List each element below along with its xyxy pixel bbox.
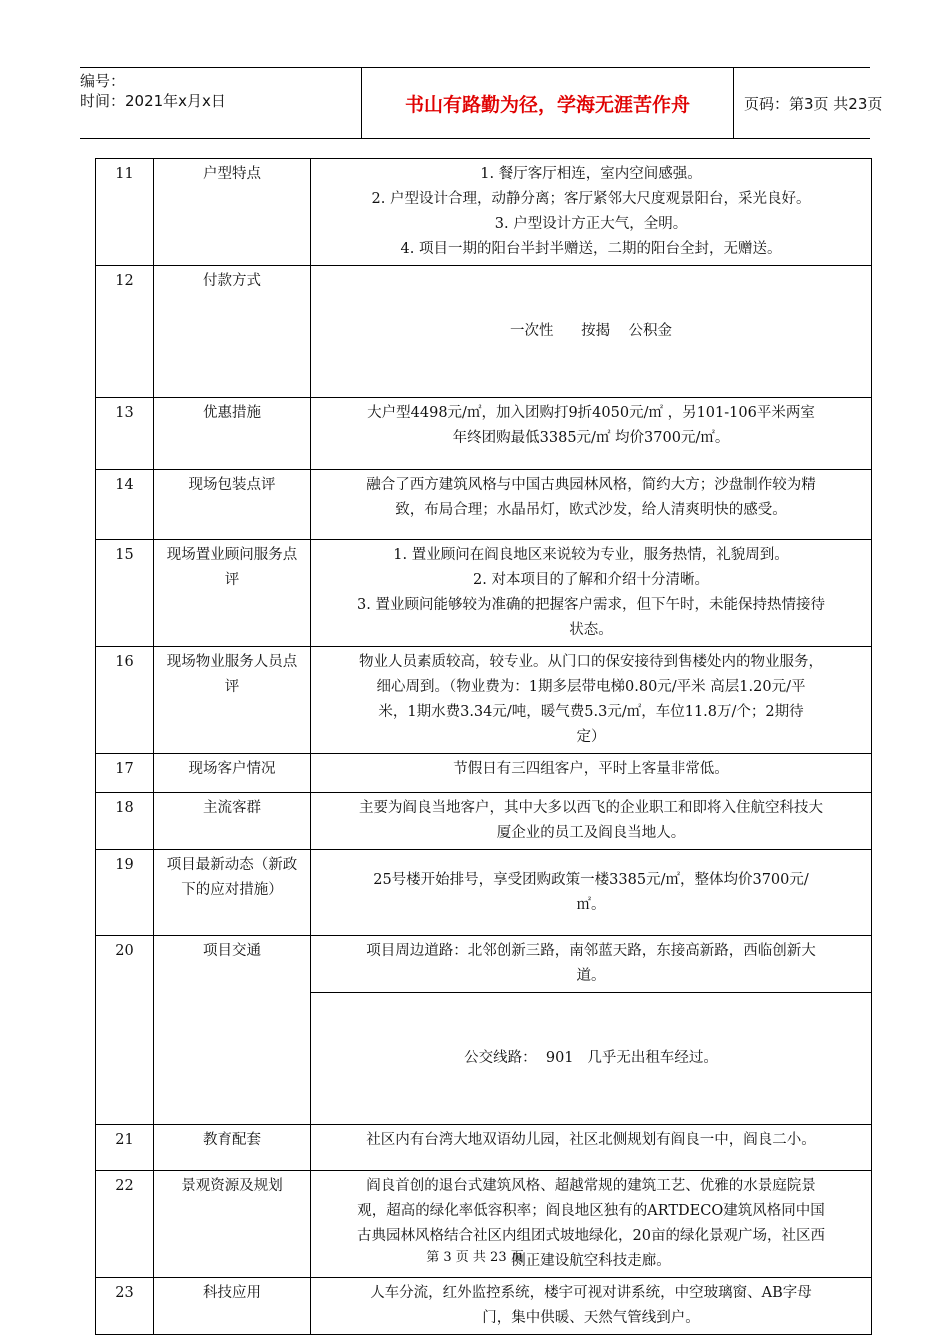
page-header bbox=[80, 67, 883, 139]
description-line: 项目周边道路：北邻创新三路，南邻蓝天路，东接高新路，西临创新大 bbox=[366, 943, 816, 959]
header-motto: 书山有路勤为径，学海无涯苦作舟 bbox=[361, 68, 734, 138]
row-title: 科技应用 bbox=[154, 1278, 311, 1335]
row-description bbox=[311, 398, 872, 470]
header-meta bbox=[80, 68, 280, 141]
table-row bbox=[96, 793, 872, 850]
description-line: 道。 bbox=[576, 968, 606, 984]
description-line: 古典园林风格结合社区内组团式坡地绿化，20亩的绿化景观广场，社区西 bbox=[357, 1228, 825, 1244]
description-line: 主要为阎良当地客户，其中大多以西飞的企业职工和即将入住航空科技大 bbox=[359, 800, 823, 816]
row-title: 教育配套 bbox=[154, 1125, 311, 1171]
description-line: 3. 户型设计方正大气，全明。 bbox=[494, 216, 688, 232]
row-description bbox=[311, 159, 872, 266]
row-description bbox=[311, 1278, 872, 1335]
row-number: 17 bbox=[96, 754, 154, 793]
row-number: 15 bbox=[96, 540, 154, 647]
row-title: 主流客群 bbox=[154, 793, 311, 850]
description-line: 大户型4498元/㎡，加入团购打9折4050元/㎡ ，另101-106平米两室 bbox=[367, 405, 815, 421]
row-number: 22 bbox=[96, 1171, 154, 1278]
description-line: 致，布局合理；水晶吊灯，欧式沙发，给人清爽明快的感受。 bbox=[395, 502, 787, 518]
row-description bbox=[311, 993, 872, 1125]
project-info-table bbox=[95, 158, 872, 1335]
row-number: 14 bbox=[96, 470, 154, 540]
description-line: 融合了西方建筑风格与中国古典园林风格，简约大方；沙盘制作较为精 bbox=[366, 477, 816, 493]
header-page-number: 页码：第3页 共23页 bbox=[744, 94, 883, 113]
table-row bbox=[96, 1278, 872, 1335]
description-line: 公交线路： 901 几乎无出租车经过。 bbox=[464, 1050, 718, 1066]
row-title: 景观资源及规划 bbox=[154, 1171, 311, 1278]
description-line: 1. 置业顾问在阎良地区来说较为专业，服务热情，礼貌周到。 bbox=[393, 547, 789, 563]
row-description bbox=[311, 1125, 872, 1171]
description-line: 4. 项目一期的阳台半封半赠送，二期的阳台全封，无赠送。 bbox=[400, 241, 782, 257]
description-line: 米，1期水费3.34元/吨，暖气费5.3元/㎡，车位11.8万/个；2期待 bbox=[378, 704, 804, 720]
row-title: 户型特点 bbox=[154, 159, 311, 266]
description-line: 物业人员素质较高，较专业。从门口的保安接待到售楼处内的物业服务， bbox=[359, 654, 823, 670]
description-line: 观，超高的绿化率低容积率；阎良地区独有的ARTDECO建筑风格同中国 bbox=[357, 1203, 825, 1219]
description-line: 门，集中供暖、天然气管线到户。 bbox=[482, 1310, 700, 1326]
row-number: 23 bbox=[96, 1278, 154, 1335]
description-line: 定） bbox=[576, 729, 606, 745]
description-line: 25号楼开始排号，享受团购政策一楼3385元/㎡，整体均价3700元/ bbox=[373, 871, 809, 888]
row-description bbox=[311, 793, 872, 850]
row-number: 19 bbox=[96, 850, 154, 936]
row-description bbox=[311, 266, 872, 398]
description-line: 2. 户型设计合理，动静分离；客厅紧邻大尺度观景阳台，采光良好。 bbox=[371, 191, 811, 207]
row-title: 优惠措施 bbox=[154, 398, 311, 470]
row-number: 12 bbox=[96, 266, 154, 398]
row-description bbox=[311, 936, 872, 993]
doc-number-label: 编号： bbox=[80, 72, 126, 90]
description-line: 状态。 bbox=[569, 622, 613, 638]
row-number: 13 bbox=[96, 398, 154, 470]
table-row bbox=[96, 850, 872, 936]
row-title: 现场客户情况 bbox=[154, 754, 311, 793]
description-line: 1. 餐厅客厅相连，室内空间感强。 bbox=[480, 166, 702, 182]
row-number: 16 bbox=[96, 647, 154, 754]
row-description bbox=[311, 850, 872, 936]
description-line: 一次性 按揭 公积金 bbox=[509, 323, 673, 339]
row-title: 现场置业顾问服务点评 bbox=[154, 540, 311, 647]
description-line: ㎡。 bbox=[576, 896, 606, 913]
row-description bbox=[311, 470, 872, 540]
table-row bbox=[96, 398, 872, 470]
table-row bbox=[96, 647, 872, 754]
description-line: 阎良首创的退台式建筑风格、超越常规的建筑工艺、优雅的水景庭院景 bbox=[366, 1178, 816, 1194]
row-description bbox=[311, 754, 872, 793]
description-line: 侧正建设航空科技走廊。 bbox=[511, 1253, 671, 1269]
description-line: 细心周到。（物业费为：1期多层带电梯0.80元/平米 高层1.20元/平 bbox=[376, 679, 806, 695]
row-title: 现场包装点评 bbox=[154, 470, 311, 540]
description-line: 厦企业的员工及阎良当地人。 bbox=[496, 825, 686, 841]
row-number: 18 bbox=[96, 793, 154, 850]
row-number: 11 bbox=[96, 159, 154, 266]
table-row bbox=[96, 470, 872, 540]
table-row bbox=[96, 1125, 872, 1171]
row-description bbox=[311, 647, 872, 754]
page-footer: 第 3 页 共 23 页 bbox=[426, 1250, 524, 1265]
description-line: 2. 对本项目的了解和介绍十分清晰。 bbox=[473, 572, 709, 588]
row-title: 项目最新动态（新政下的应对措施） bbox=[154, 850, 311, 936]
description-line: 节假日有三四组客户，平时上客量非常低。 bbox=[453, 761, 729, 777]
date-label: 时间：2021年x月x日 bbox=[80, 92, 226, 110]
row-title: 付款方式 bbox=[154, 266, 311, 398]
row-title: 项目交通 bbox=[154, 936, 311, 1125]
description-line: 年终团购最低3385元/㎡ 均价3700元/㎡。 bbox=[452, 430, 730, 446]
row-description bbox=[311, 540, 872, 647]
row-number: 20 bbox=[96, 936, 154, 1125]
description-line: 人车分流，红外监控系统，楼宇可视对讲系统，中空玻璃窗、AB字母 bbox=[370, 1285, 812, 1301]
description-line: 社区内有台湾大地双语幼儿园，社区北侧规划有阎良一中，阎良二小。 bbox=[366, 1132, 816, 1148]
table-row bbox=[96, 540, 872, 647]
table-row bbox=[96, 159, 872, 266]
table-row bbox=[96, 266, 872, 398]
description-line: 3. 置业顾问能够较为准确的把握客户需求，但下午时，未能保持热情接待 bbox=[357, 597, 825, 613]
table-row bbox=[96, 754, 872, 793]
row-number: 21 bbox=[96, 1125, 154, 1171]
row-title: 现场物业服务人员点评 bbox=[154, 647, 311, 754]
table-row bbox=[96, 936, 872, 993]
